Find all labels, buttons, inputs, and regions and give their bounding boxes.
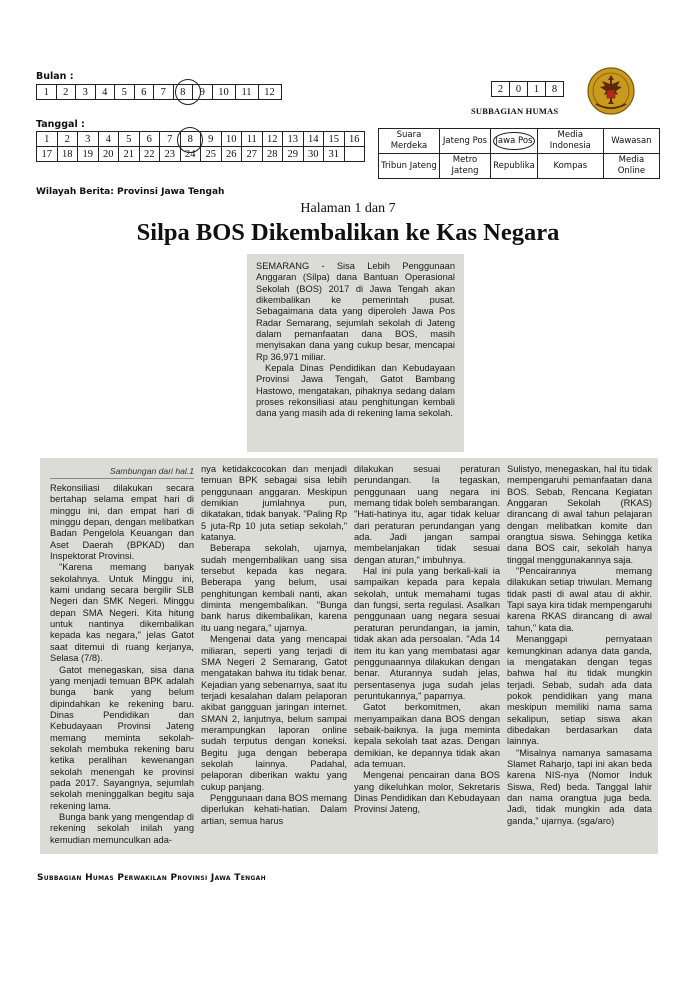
tanggal-cell: 25 bbox=[201, 147, 222, 162]
bulan-cell: 12 bbox=[258, 85, 281, 100]
media-cell: Wawasan bbox=[603, 129, 659, 154]
tanggal-cell: 4 bbox=[98, 132, 119, 147]
bulan-cell: 4 bbox=[95, 85, 115, 100]
article-column-1 bbox=[50, 466, 194, 848]
tanggal-cell: 3 bbox=[78, 132, 99, 147]
bulan-cell: 10 bbox=[212, 85, 235, 100]
bulan-cell: 7 bbox=[154, 85, 174, 100]
media-cell: Jawa Pos bbox=[491, 129, 538, 154]
tanggal-cell: 10 bbox=[221, 132, 242, 147]
tanggal-cell: 7 bbox=[160, 132, 181, 147]
continuation-clipping bbox=[40, 458, 658, 854]
article-paragraph: Mengenai data yang mencapai miliaran, seperti yang terjadi di SMA Negeri 2 Semarang, Gatot mengatakan bahwa itu tidak benar. Kejadian yang sebenarnya, saat itu terjadi kesalahan dalam pelaporan akibat gangguan jaringan internet. SMAN 2, lanjutnya, belum sampai merampungkan laporan online sudah terputus dengan koneksi. Begitu juga dengan beberapa sekolah lainnya. Padahal, pelaporan diberikan waktu yang cukup panjang. bbox=[201, 634, 347, 792]
article-paragraph: dilakukan sesuai peraturan perundangan. Ia tegaskan, penggunaan uang negara ini memang tidak boleh sembarangan. "Hati-hatinya itu, agar tidak keluar dari peraturan perundangan yang ada. Jadi jangan sampai membelanjakan tidak sesuai dengan aturan," imbuhnya. bbox=[354, 464, 500, 565]
tanggal-cell: 20 bbox=[98, 147, 119, 162]
footer-text: Subbagian Humas Perwakilan Provinsi Jawa Tengah bbox=[37, 873, 266, 883]
article-paragraph: Bunga bank yang mengendap di rekening sekolah inilah yang kemudian memunculkan ada- bbox=[50, 811, 194, 845]
media-cell: Republika bbox=[491, 154, 538, 179]
tanggal-selected-circle bbox=[177, 127, 203, 153]
headline: Silpa BOS Dikembalikan ke Kas Negara bbox=[136, 219, 560, 246]
bulan-cell: 1 bbox=[37, 85, 57, 100]
year-digit-cell: 2 bbox=[492, 82, 510, 97]
media-cell: Metro Jateng bbox=[439, 154, 490, 179]
bulan-cell: 2 bbox=[56, 85, 76, 100]
tanggal-cell: 29 bbox=[283, 147, 304, 162]
bulan-cell: 11 bbox=[235, 85, 258, 100]
article-column-3 bbox=[354, 464, 500, 850]
bulan-grid bbox=[36, 84, 282, 100]
tanggal-cell: 12 bbox=[262, 132, 283, 147]
tanggal-cell: 2 bbox=[57, 132, 78, 147]
sambungan-label: Sambungan dari hal.1 bbox=[50, 466, 194, 479]
garuda-logo-icon bbox=[578, 66, 644, 116]
article-paragraph: Gatot menegaskan, sisa dana yang menjadi temuan BPK adalah bunga bank yang belum dipindahkan ke rekening baru. Dinas Pendidikan dan Kebudayaan Provinsi Jateng memang meminta sekolah-sekolah membuka rekening baru ketika peralihan kewenangan sekolah menengah ke provinsi pada 2017. Sayangnya, sejumlah sekolah meninggalkan begitu saja rekening lama. bbox=[50, 664, 194, 811]
lead-text bbox=[256, 261, 455, 420]
tanggal-cell: 17 bbox=[37, 147, 58, 162]
tanggal-cell: 22 bbox=[139, 147, 160, 162]
article-paragraph: Beberapa sekolah, ujarnya, sudah mengembalikan uang sisa tersebut kepada kas negara. Beberapa yang belum, usai penghitungan kembali nanti, akan diminta mengembalikan. "Bunga bank harus dikembalikan, karena itu uang negara," ujarnya. bbox=[201, 543, 347, 633]
tanggal-cell: 11 bbox=[242, 132, 263, 147]
tanggal-cell: 5 bbox=[119, 132, 140, 147]
media-cell: Kompas bbox=[537, 154, 603, 179]
tanggal-cell: 23 bbox=[160, 147, 181, 162]
bulan-cell: 5 bbox=[115, 85, 135, 100]
article-column-2 bbox=[201, 464, 347, 850]
article-paragraph: Mengenai pencairan dana BOS yang dikeluhkan molor, Sekretaris Dinas Pendidikan dan Kebudayaan Provinsi Jateng, bbox=[354, 770, 500, 815]
media-cell: Jateng Pos bbox=[439, 129, 490, 154]
year-digit-cell: 1 bbox=[528, 82, 546, 97]
tanggal-cell: 18 bbox=[57, 147, 78, 162]
bulan-cell: 8 bbox=[173, 85, 193, 100]
tanggal-cell: 8 bbox=[180, 132, 201, 147]
article-paragraph: "Karena memang banyak sekolahnya. Untuk Minggu ini, kami undang secara bergilir SLB Negeri dan SMK Negeri. Minggu depan SMA Negeri. Kita hitung untuk nantinya dikembalikan kepada kas negara," jelas Gatot saat ditemui di ruang kerjanya, Selasa (7/8). bbox=[50, 562, 194, 664]
article-column-4 bbox=[507, 464, 652, 850]
tanggal-cell: 19 bbox=[78, 147, 99, 162]
tanggal-cell bbox=[344, 147, 365, 162]
wilayah-berita: Wilayah Berita: Provinsi Jawa Tengah bbox=[36, 187, 225, 197]
year-digit-cell: 0 bbox=[510, 82, 528, 97]
tanggal-cell: 27 bbox=[242, 147, 263, 162]
tanggal-cell: 31 bbox=[324, 147, 345, 162]
halaman-text: Halaman 1 dan 7 bbox=[300, 201, 396, 216]
article-paragraph: Sulistyo, menegaskan, hal itu tidak mempengaruhi pemanfaatan dana BOS. Sebab, Rencana Kegiatan Anggaran Sekolah (RKAS) dirancang di awal tahun pelajaran dengan melibatkan komite dan orangtua siswa. Sehingga ketika dana BOS cair, sekolah hanya tinggal menggunakannya saja. bbox=[507, 464, 652, 565]
bulan-label: Bulan : bbox=[36, 71, 74, 82]
media-cell: Media Indonesia bbox=[537, 129, 603, 154]
tanggal-cell: 6 bbox=[139, 132, 160, 147]
article-paragraph: SEMARANG - Sisa Lebih Penggunaan Anggaran (Silpa) dana Bantuan Operasional Sekolah (BOS) 2017 di Jawa Tengah akan dikembalikan ke pemerintah pusat. Sebagaimana data yang diperoleh Jawa Pos Radar Semarang, sejumlah sekolah di Jateng dalam pemanfaatan dana BOS, masih menyisakan dana yang cukup besar, mencapai Rp 36,971 miliar. bbox=[256, 261, 455, 362]
tanggal-label: Tanggal : bbox=[36, 119, 85, 130]
tanggal-cell: 21 bbox=[119, 147, 140, 162]
media-grid bbox=[378, 128, 660, 179]
tanggal-cell: 9 bbox=[201, 132, 222, 147]
bulan-cell: 9 bbox=[193, 85, 213, 100]
lead-clipping bbox=[247, 254, 464, 452]
media-cell: Media Online bbox=[603, 154, 659, 179]
tanggal-cell: 1 bbox=[37, 132, 58, 147]
tanggal-cell: 14 bbox=[303, 132, 324, 147]
year-digit-cell: 8 bbox=[546, 82, 564, 97]
article-paragraph: Hal ini pula yang berkali-kali ia sampaikan kepada para kepala sekolah, untuk memahami tugas dan fungsi, serta regulasi. Asalkan penggunaan uang negara sesuai peraturan perundangan, ia jamin, tidak akan ada persoalan. "Ada 14 item itu kan yang membatasi agar penggunaannya dilakukan dengan benar. Aturannya sudah jelas, persentasenya juga sudah jelas peruntukannya," paparnya. bbox=[354, 566, 500, 701]
article-paragraph: nya ketidakcocokan dan menjadi temuan BPK sebagai sisa lebih penggunaan anggaran. Meskipun demikian jumlahnya pun, dikatakan, tidak banyak. "Paling Rp 5 juta-Rp 10 juta setiap sekolah," katanya. bbox=[201, 464, 347, 543]
subbagian-humas: SUBBAGIAN HUMAS bbox=[471, 106, 559, 116]
article-paragraph: "Pencairannya memang dilakukan setiap triwulan. Memang tidak pasti di awal atau di akhir. Tapi saya kira tidak mempengaruhi karena RKAS dirancang di awal tahun," kata dia. bbox=[507, 566, 652, 633]
tanggal-cell: 30 bbox=[303, 147, 324, 162]
media-cell: Suara Merdeka bbox=[379, 129, 440, 154]
article-paragraph: Penggunaan dana BOS memang diperlukan kehati-hatian. Dalam artian, semua harus bbox=[201, 792, 347, 826]
media-selected-circle bbox=[493, 132, 535, 150]
year-grid bbox=[491, 81, 564, 97]
article-paragraph: Menanggapi pernyataan kemungkinan adanya data ganda, ia mengatakan dengan tegas bahwa hal itu tidak mungkin terjadi. Sebab, sudah ada data pokok pendidikan yang mana meskipun memiliki nama sama sekalipun, setiap siswa akan dibedakan berdasarkan data lainnya. bbox=[507, 634, 652, 747]
article-paragraph: "Misalnya namanya samasama Slamet Raharjo, tapi ini akan beda karena NIS-nya (Nomor Induk Siswa, Red) beda. Tanggal lahir dan nama orangtua juga beda. Jadi, tidak mungkin ada data ganda," ujarnya. (sga/aro) bbox=[507, 747, 652, 826]
tanggal-cell: 13 bbox=[283, 132, 304, 147]
tanggal-cell: 15 bbox=[324, 132, 345, 147]
bulan-selected-circle bbox=[175, 79, 201, 105]
bulan-cell: 6 bbox=[134, 85, 154, 100]
tanggal-cell: 26 bbox=[221, 147, 242, 162]
tanggal-cell: 24 bbox=[180, 147, 201, 162]
article-paragraph: Rekonsiliasi dilakukan secara bertahap selama empat hari di minggu ini, dan empat hari di minggu depan, dengan melibatkan Badan Pengelola Keuangan dan Aset Daerah (BPKAD) dan Inspektorat Provinsi. bbox=[50, 483, 194, 562]
media-cell: Tribun Jateng bbox=[379, 154, 440, 179]
tanggal-cell: 28 bbox=[262, 147, 283, 162]
article-paragraph: Gatot berkomitmen, akan menyampaikan dana BOS dengan sebaik-baiknya. Ia juga meminta kepala sekolah taat azas. Dengan demikian, ke depannya tidak akan ada temuan. bbox=[354, 702, 500, 769]
bulan-cell: 3 bbox=[76, 85, 96, 100]
tanggal-cell: 16 bbox=[344, 132, 365, 147]
article-paragraph: Kepala Dinas Pendidikan dan Kebudayaan Provinsi Jawa Tengah, Gatot Bambang Hastowo, mengatakan, pihaknya sedang dalam proses rekonsiliasi atau penghitungan kembali dana yang masih ada di rekening lama sekolah. bbox=[256, 363, 455, 419]
